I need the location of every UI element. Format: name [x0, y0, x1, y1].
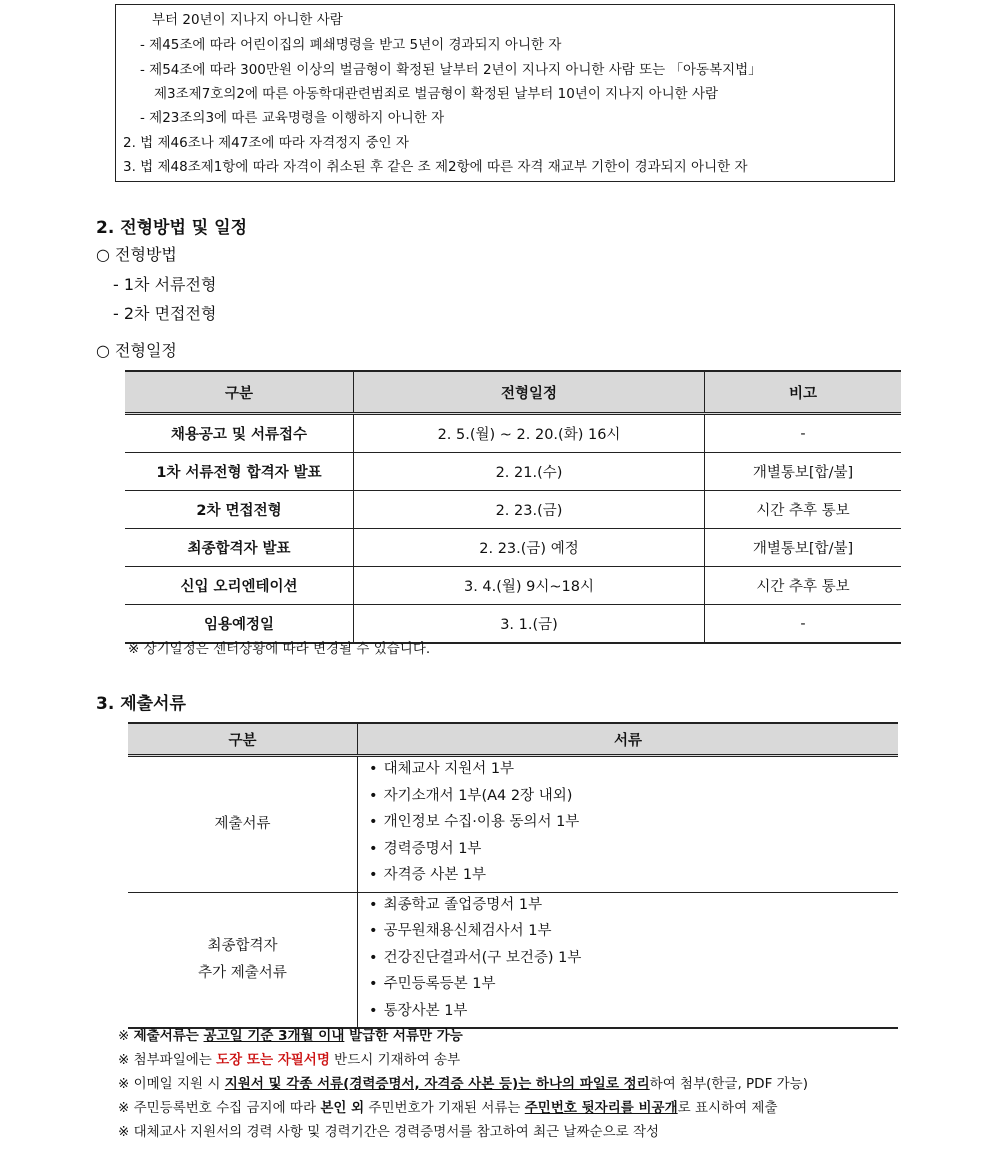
list-item: • 자기소개서 1부(A4 2장 내외)	[369, 785, 897, 812]
schedule-cell-note: -	[705, 414, 902, 453]
schedule-table	[125, 370, 901, 644]
schedule-label: ○ 전형일정	[96, 341, 177, 360]
schedule-cell-date: 2. 5.(월) ~ 2. 20.(화) 16시	[354, 414, 705, 453]
footnote-3-start: ※ 이메일 지원 시	[118, 1076, 225, 1092]
footnote-2-end: 반드시 기재하여 송부	[329, 1052, 461, 1068]
schedule-cell-note: 시간 추후 통보	[705, 491, 902, 529]
box-line-7: 3. 법 제48조제1항에 따라 자격이 취소된 후 같은 조 제2항에 따른 자격 재교부 기한이 경과되지 아니한 자	[123, 159, 748, 175]
schedule-header-note: 비고	[705, 371, 902, 414]
method-item-2: - 2차 면접전형	[113, 304, 217, 323]
list-item: • 대체교사 지원서 1부	[369, 758, 897, 785]
footnote-3-end: 하여 첨부(한글, PDF 가능)	[649, 1076, 808, 1092]
list-item: • 개인정보 수집·이용 동의서 1부	[369, 811, 897, 838]
schedule-header-row	[125, 371, 901, 414]
schedule-cell-date: 3. 4.(월) 9시~18시	[354, 567, 705, 605]
footnote-4-start: ※ 주민등록번호 수집 금지에 따라	[118, 1100, 321, 1116]
footnote-4-bold: 본인 외	[320, 1100, 365, 1116]
schedule-header-date: 전형일정	[354, 371, 705, 414]
table-row	[125, 567, 901, 605]
box-line-3: - 제54조에 따라 300만원 이상의 벌금형이 확정된 날부터 2년이 지나지 아니한 사람 또는 「아동복지법」	[140, 62, 762, 78]
documents-header-docs: 서류	[358, 723, 899, 756]
box-line-6: 2. 법 제46조나 제47조에 따라 자격정지 중인 자	[123, 135, 409, 151]
disqualification-box	[115, 4, 895, 182]
documents-header-row	[128, 723, 898, 756]
schedule-cell-date: 2. 21.(수)	[354, 453, 705, 491]
footnote-5: ※ 대체교사 지원서의 경력 사항 및 경력기간은 경력증명서를 참고하여 최근 날짜순으로 작성	[118, 1124, 660, 1140]
footnote-4-end: 로 표시하여 제출	[677, 1100, 778, 1116]
method-label: ○ 전형방법	[96, 245, 177, 264]
footnote-4-mid: 주민번호가 기재된 서류는	[364, 1100, 525, 1116]
schedule-cell-date: 2. 23.(금) 예정	[354, 529, 705, 567]
documents-group-items	[358, 892, 899, 1028]
schedule-cell-note: 시간 추후 통보	[705, 567, 902, 605]
table-row	[125, 453, 901, 491]
group-label-line-1: 최종합격자	[207, 937, 278, 954]
table-row	[128, 892, 898, 1028]
list-item: • 통장사본 1부	[369, 1000, 897, 1027]
footnote-4	[118, 1096, 778, 1116]
table-row	[125, 491, 901, 529]
list-item: • 경력증명서 1부	[369, 838, 897, 865]
list-item: • 자격증 사본 1부	[369, 864, 897, 891]
box-line-2: - 제45조에 따라 어린이집의 폐쇄명령을 받고 5년이 경과되지 아니한 자	[140, 37, 562, 53]
footnote-1-bold: 제출서류는	[133, 1028, 204, 1044]
box-line-1: 부터 20년이 지나지 아니한 사람	[152, 12, 343, 28]
documents-header-category: 구분	[128, 723, 358, 756]
list-item: • 건강진단결과서(구 보건증) 1부	[369, 947, 897, 974]
section3-title: 3. 제출서류	[96, 694, 186, 714]
schedule-cell-category: 신입 오리엔테이션	[125, 567, 354, 605]
schedule-cell-note: 개별통보[합/불]	[705, 529, 902, 567]
schedule-note: ※ 상기일정은 센터상황에 따라 변경될 수 있습니다.	[128, 641, 431, 657]
footnote-1-end: 발급한 서류만 가능	[344, 1028, 463, 1044]
schedule-cell-date: 2. 23.(금)	[354, 491, 705, 529]
schedule-cell-date: 3. 1.(금)	[354, 605, 705, 644]
table-row	[125, 414, 901, 453]
documents-group-label	[128, 892, 358, 1028]
table-row	[128, 756, 898, 893]
footnote-4-underlined: 주민번호 뒷자리를 비공개	[524, 1100, 678, 1116]
footnote-1	[118, 1024, 463, 1044]
documents-group-label: 제출서류	[128, 756, 358, 893]
schedule-cell-note: -	[705, 605, 902, 644]
list-item: • 공무원채용신체검사서 1부	[369, 920, 897, 947]
schedule-cell-note: 개별통보[합/불]	[705, 453, 902, 491]
schedule-cell-category: 임용예정일	[125, 605, 354, 644]
footnote-3-underlined: 지원서 및 각종 서류(경력증명서, 자격증 사본 등)	[224, 1076, 519, 1092]
schedule-cell-category: 2차 면접전형	[125, 491, 354, 529]
footnote-2-start: ※ 첨부파일에는	[118, 1052, 217, 1068]
method-item-1: - 1차 서류전형	[113, 275, 217, 294]
footnote-1-underlined: 공고일 기준 3개월 이내	[203, 1028, 345, 1044]
document-list	[359, 894, 897, 1027]
footnote-1-mark: ※	[118, 1028, 134, 1044]
list-item: • 최종학교 졸업증명서 1부	[369, 894, 897, 921]
section2-title: 2. 전형방법 및 일정	[96, 218, 247, 238]
footnote-2	[118, 1048, 460, 1068]
box-line-4: 제3조제7호의2에 따른 아동학대관련범죄로 벌금형이 확정된 날부터 10년이 지나지 아니한 사람	[154, 86, 719, 102]
footnote-3	[118, 1072, 808, 1092]
schedule-cell-category: 최종합격자 발표	[125, 529, 354, 567]
document-list	[359, 758, 897, 891]
schedule-cell-category: 1차 서류전형 합격자 발표	[125, 453, 354, 491]
footnote-2-highlight: 도장 또는 자필서명	[216, 1052, 330, 1068]
documents-table	[128, 722, 898, 1029]
schedule-cell-category: 채용공고 및 서류접수	[125, 414, 354, 453]
group-label-line-2: 추가 제출서류	[198, 964, 287, 981]
documents-group-items	[358, 756, 899, 893]
table-row	[125, 529, 901, 567]
box-line-5: - 제23조의3에 따른 교육명령을 이행하지 아니한 자	[140, 110, 445, 126]
schedule-header-category: 구분	[125, 371, 354, 414]
footnote-3-bold: 는 하나의 파일로 정리	[518, 1076, 650, 1092]
list-item: • 주민등록등본 1부	[369, 973, 897, 1000]
